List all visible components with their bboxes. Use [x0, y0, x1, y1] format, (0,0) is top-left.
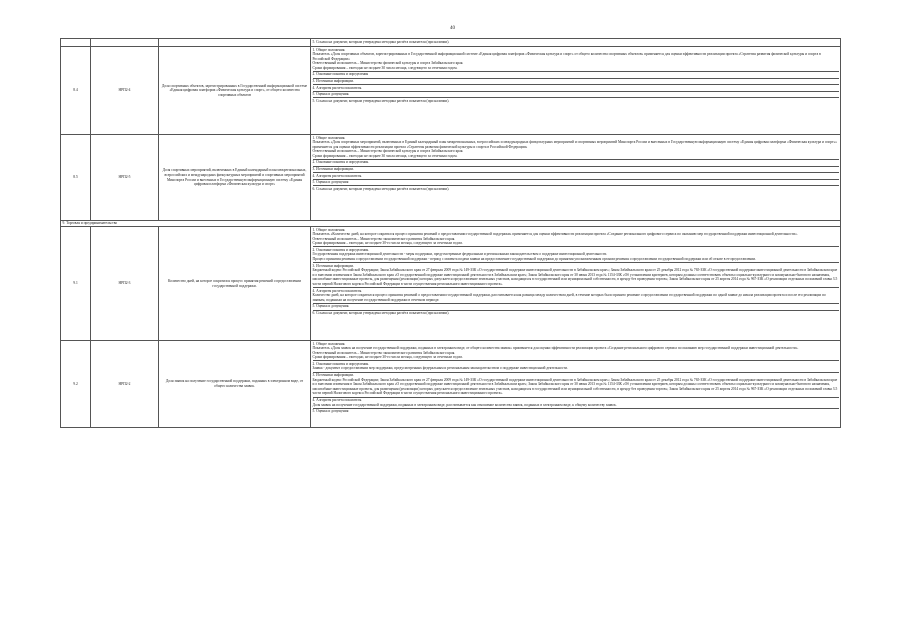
- indicator-number: [61, 39, 91, 47]
- indicators-table: [60, 38, 841, 428]
- indicator-code: НРП2-2: [91, 341, 159, 428]
- methodology-block: 2. Основные понятия и определения. Заявка - документ о предоставлении мер поддержки, предусмотренных федеральным и региональным законодательством о поддержке инвестиционной деятельности.: [313, 361, 839, 372]
- methodology-cell: [311, 47, 841, 135]
- methodology-block: 6. Ссылка на документ, которым утверждена методика расчёта показателя (при наличии).: [312, 186, 450, 191]
- indicator-code: [91, 39, 159, 47]
- indicator-name: [159, 39, 311, 47]
- table-row: [61, 39, 841, 47]
- table-row: [61, 341, 841, 428]
- methodology-block: 2. Основные понятия и определения. Государственная поддержка инвестиционной деятельности - меры поддержки, предусмотренные федеральным и региональным законодательством о поддержке инвестиционной деятельности. Процесс принятия решения о предоставлении государственной поддержки - период с момента подачи заявки на предоставление государственной поддержки до принятия уполномоченным органом решения о предоставлении государственной поддержки или об отказе в ее предоставлении.: [313, 247, 839, 263]
- indicator-code: НРП2-5: [91, 135, 159, 221]
- table-row: [61, 47, 841, 135]
- methodology-block: 4. Алгоритм расчета показателя. Количество дней, на которое сократился процесс принятия решений о предоставлении государственной поддержки, рассчитывается как разница между количеством дней, в течение которых было принято решение о предоставлении государственной поддержки по одной заявке до начала реализации проекта и после его реализации по заявкам, поданным на получение государственной поддержки в отчетном периоде.: [313, 288, 839, 304]
- methodology-block: 5. Ссылка на документ, которым утверждена методика расчёта показателя (при наличии).: [312, 98, 450, 103]
- methodology-cell: [311, 227, 841, 341]
- indicator-code: НРП2-3: [91, 227, 159, 341]
- methodology-block: 4. Алгоритм расчета показателя.: [313, 173, 839, 180]
- methodology-block: 5. Оценка и допущения: [313, 180, 839, 187]
- methodology-block: 1. Общие положения. Показатель «Количество дней, на которое сократился процесс принятия решений о предоставлении государственной поддержки» применяется для оценки эффективности реализации проекта «Создание регионального цифрового сервиса по оказанию мер государственной поддержки инвестиционной деятельности». Ответственный исполнитель – Министерство экономического развития Забайкальского края. Сроки формирования – ежегодно, не позднее 30-го числа месяца, следующего за отчетным годом.: [313, 227, 839, 247]
- table-row: [61, 227, 841, 341]
- methodology-block: 6. Ссылка на документ, которым утверждена методика расчёта показателя (при наличии).: [312, 311, 450, 315]
- indicator-number: 8.5: [61, 135, 91, 221]
- methodology-block: 5. Ссылка на документ, которым утверждена методика расчёта показателя (при наличии).: [312, 39, 450, 44]
- indicator-name: Доля заявок на получение государственной поддержки, поданных в электронном виде, от общего количества заявок.: [159, 341, 311, 428]
- methodology-cell: [311, 341, 841, 428]
- indicator-name: Доля спортивных мероприятий, включенных в Единый календарный план межрегиональных, всероссийских и международных физкультурных мероприятий и спортивных мероприятий Минспорта России и внесенных в Государственную информационную систему «Единая цифровая платформа «Физическая культура и спорт»: [159, 135, 311, 221]
- section-title: 9. Торговля и предпринимательство: [61, 221, 841, 227]
- methodology-block: 5. Оценка и допущения.: [313, 304, 839, 311]
- methodology-block: 3. Источники информации.: [313, 167, 839, 174]
- page-number: 40: [450, 26, 455, 31]
- indicator-number: 8.4: [61, 47, 91, 135]
- methodology-block: 3. Источники информации.: [313, 79, 839, 86]
- methodology-block: 1. Общие положения. Показатель «Доля заявок на получение государственной поддержки, поданных в электронном виде, от общего количества заявок» применяется для оценки эффективности реализации проекта «Создание регионального цифрового сервиса по оказанию мер государственной поддержки инвестиционной деятельности». Ответственный исполнитель – Министерство экономического развития Забайкальского края. Сроки формирования – ежегодно, не позднее 30-го числа месяца, следующего за отчетным годом.: [313, 341, 839, 361]
- methodology-block: 2. Основные понятия и определения: [313, 72, 839, 79]
- indicator-name: Количество дней, на которое сократился процесс принятия решений о предоставлении государственной поддержки.: [159, 227, 311, 341]
- methodology-block: 2. Основные понятия и определения.: [313, 160, 839, 167]
- indicator-number: 9.1: [61, 227, 91, 341]
- methodology-block: 1. Общие положения. Показатель «Доля спортивных мероприятий, включенных в Единый календарный план межрегиональных, всероссийских и международных физкультурных мероприятий и спортивных мероприятий Минспорта России и внесенных в Государственную информационную систему «Единая цифровая платформа «Физическая культура и спорт»» применяется для оценки эффективности реализации проекта «Стратегия развития физической культуры и спорта в Российской Федерации» Ответственный исполнитель – Министерство физической культуры и спорта Забайкальского края. Сроки формирования – ежегодно не позднее 30 числа месяца, следующего за отчетным годом.: [313, 135, 839, 160]
- methodology-cell: [311, 39, 841, 47]
- methodology-block: 5. Оценка и допущения: [312, 409, 349, 414]
- methodology-block: 4. Алгоритм расчета показателя. Доля заявок на получение государственной поддержки, поданных в электронном виде, рассчитывается как отношение количества заявок, поданных в электронном виде, к общему количеству заявок.: [313, 398, 839, 409]
- indicator-name: Доля спортивных объектов, зарегистрированных в Государственной информационной системе «Единая цифровая платформа «Физическая культура и спорт», от общего количества спортивных объектов: [159, 47, 311, 135]
- methodology-block: 5. Оценка и допущения.: [313, 92, 839, 99]
- methodology-cell: [311, 135, 841, 221]
- table-row: [61, 135, 841, 221]
- indicator-number: 9.2: [61, 341, 91, 428]
- methodology-block: 4. Алгоритм расчета показателя.: [313, 85, 839, 92]
- methodology-block: 3. Источники информации. Бюджетный кодекс Российской Федерации; Закон Забайкальского края от 27 февраля 2009 года № 149-ЗЗК «О государственной поддержке инвестиционной деятельности в Забайкальском крае»; Закон Забайкальского края от 25 декабря 2012 года № 765-ЗЗК «О государственной поддержке инвестиционной деятельности в Забайкальском крае и о внесении изменения в Закон Забайкальского края «О государственной поддержке инвестиционной деятельности в Забайкальском крае»; Закон Забайкальского края от 30 июня 2013 года № 1154-ЗЗК «Об установлении критериев, которым должны соответствовать объекты социально-культурного и коммунально-бытового назначения, масштабные инвестиционные проекты, для размещения (реализации) которых допускается предоставление земельных участков, находящихся в государственной или муниципальной собственности, в аренду без проведения торгов»; Закон Забайкальского края от 25 апреля 2014 года № 967-ЗЗК «О реализации отдельных положений главы 3.5 части первой Налогового кодекса Российской Федерации в части осуществления регионального инвестиционного проекта».: [313, 263, 839, 288]
- indicator-code: НРП2-4: [91, 47, 159, 135]
- methodology-block: 3. Источники информации. Бюджетный кодекс Российской Федерации; Закон Забайкальского края от 27 февраля 2009 года № 149-ЗЗК «О государственной поддержке инвестиционной деятельности в Забайкальском крае»; Закон Забайкальского края от 25 декабря 2012 года № 765-ЗЗК «О государственной поддержке инвестиционной деятельности в Забайкальском крае и о внесении изменения в Закон Забайкальского края «О государственной поддержке инвестиционной деятельности в Забайкальском крае»; Закон Забайкальского края от 30 июня 2013 года № 1154-ЗЗК «Об установлении критериев, которым должны соответствовать объекты социально-культурного и коммунально-бытового назначения, масштабные инвестиционные проекты, для размещения (реализации) которых допускается предоставление земельных участков, находящихся в государственной или муниципальной собственности, в аренду без проведения торгов»; Закон Забайкальского края от 25 апреля 2014 года № 967-ЗЗК «О реализации отдельных положений главы 3.5 части первой Налогового кодекса Российской Федерации в части осуществления регионального инвестиционного проекта».: [313, 373, 839, 398]
- methodology-block: 1. Общие положения. Показатель «Доля спортивных объектов, зарегистрированных в Государственной информационной системе «Единая цифровая платформа «Физическая культура и спорт» от общего количества спортивных объектов» применяется для оценки эффективности реализации проекта «Стратегия развития физической культуры и спорта в Российской Федерации» Ответственный исполнитель – Министерство физической культуры и спорта Забайкальского края. Сроки формирования – ежегодно не позднее 30 числа месяца, следующего за отчетным годом.: [313, 47, 839, 72]
